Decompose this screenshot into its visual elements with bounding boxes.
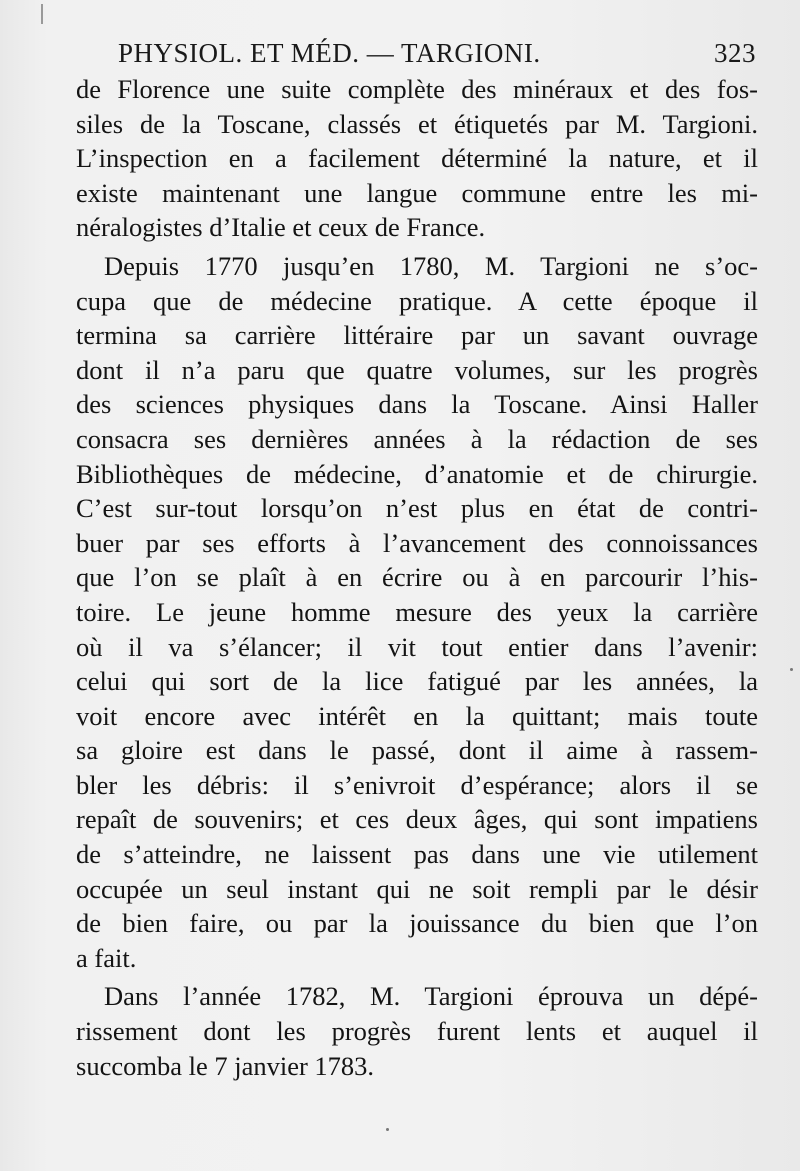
text-line: Bibliothèques de médecine, d’anatomie et de chirurgie. [76,458,758,489]
text-line: de Florence une suite complète des minéraux et des fos- [76,74,758,104]
text-line: toire. Le jeune homme mesure des yeux la carrière [76,596,758,627]
text-line: sa gloire est dans le passé, dont il aime à rassem- [76,735,758,766]
text-line: existe maintenant une langue commune entre les mi- [76,177,758,208]
text-line: consacra ses dernières années à la rédaction de ses [76,423,758,454]
text-line: a fait. [76,942,137,973]
text-line: C’est sur-tout lorsqu’on n’est plus en état de contri- [76,493,758,524]
text-line: de s’atteindre, ne laissent pas dans une vie utilement [76,839,758,870]
text-line: cupa que de médecine pratique. A cette époque il [76,285,758,316]
text-line: celui qui sort de la lice fatigué par les années, la [76,666,758,697]
text-line: Dans l’année 1782, M. Targioni éprouva un dépé- [104,981,758,1012]
text-line: succomba le 7 janvier 1783. [76,1050,375,1081]
page-number: 323 [714,38,756,68]
text-line: de bien faire, ou par la jouissance du bien que l’on [76,908,758,939]
text-line: des sciences physiques dans la Toscane. Ainsi Haller [76,389,758,420]
running-head-title: PHYSIOL. ET MÉD. — TARGIONI. [118,38,541,68]
text-line: néralogistes d’Italie et ceux de France. [76,212,486,243]
text-line: repaît de souvenirs; et ces deux âges, qui sont impatiens [76,804,758,835]
page-edge-mark [41,4,43,24]
text-line: occupée un seul instant qui ne soit rempli par le désir [76,873,758,904]
paragraph [76,72,758,245]
text-line: termina sa carrière littéraire par un savant ouvrage [76,320,758,351]
paragraph [76,249,758,975]
text-line: L’inspection en a facilement déterminé la nature, et il [76,143,758,174]
text-line: où il va s’élancer; il vit tout entier dans l’avenir: [76,631,758,662]
text-line: siles de la Toscane, classés et étiquetés par M. Targioni. [76,108,758,139]
text-line: dont il n’a paru que quatre volumes, sur les progrès [76,354,758,385]
text-line: rissement dont les progrès furent lents et auquel il [76,1016,758,1047]
paragraph [76,979,758,1083]
text-line: buer par ses efforts à l’avancement des connoissances [76,527,758,558]
ink-speck [386,1128,389,1131]
text-line: bler les débris: il s’enivroit d’espérance; alors il se [76,769,758,800]
text-line: Depuis 1770 jusqu’en 1780, M. Targioni ne s’oc- [104,250,758,281]
page-body [76,72,758,1083]
text-line: voit encore avec intérêt en la quittant; mais toute [76,700,758,731]
ink-speck [790,668,793,671]
text-line: que l’on se plaît à en écrire ou à en parcourir l’his- [76,562,758,593]
